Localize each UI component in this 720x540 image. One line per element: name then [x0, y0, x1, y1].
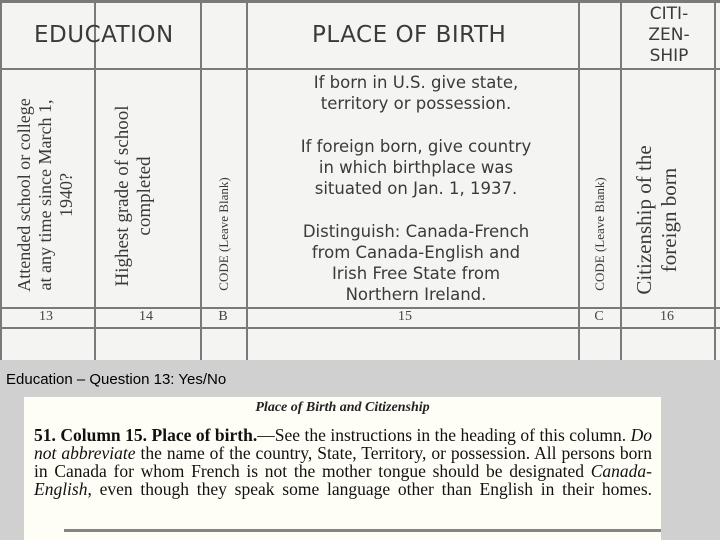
grid-line: [578, 0, 580, 360]
caption-text: Education – Question 13: Yes/No: [6, 371, 227, 388]
education-header: EDUCATION: [34, 22, 174, 48]
column-c-code-label: CODE (Leave Blank): [592, 177, 607, 291]
column-number: 14: [139, 309, 153, 324]
excerpt-title: Place of Birth and Citizenship: [255, 400, 430, 415]
grid-line: [620, 0, 622, 360]
excerpt-paragraph: 51. Column 15. Place of birth.—See the instructions in the heading of this column. Do not abbreviate the name of the country, State, Territory, or possession. All persons born in Canada for whom French is not the mother tongue should be designated Canada-English, even though they speak some language other than English in their homes.: [34, 425, 652, 499]
column-16-label: Citizenship of the foreign born: [632, 145, 681, 295]
instruction-distinguish: Distinguish: Canada-French from Canada-English and Irish Free State from Northern Ireland.: [302, 222, 530, 304]
column-13-label: Attended school or college at any time since March 1, 1940?: [14, 98, 76, 292]
grid-line: [0, 0, 720, 3]
grid-line: [200, 0, 202, 360]
grid-line: [0, 327, 720, 329]
column-number: 16: [660, 309, 674, 324]
place-of-birth-header: PLACE OF BIRTH: [312, 22, 507, 48]
grid-line: [94, 0, 96, 360]
cut-off-next-line: [64, 529, 661, 540]
column-number: 13: [39, 309, 53, 324]
instruction-us-born: If born in U.S. give state, territory or possession.: [313, 73, 519, 113]
column-15-heading: 51. Column 15. Place of birth.: [34, 425, 258, 445]
grid-line: [0, 0, 2, 360]
grid-line: [246, 0, 248, 360]
column-number: C: [594, 309, 604, 324]
column-b-code-label: CODE (Leave Blank): [216, 177, 231, 291]
slide-caption: [0, 357, 720, 397]
column-number: B: [218, 309, 228, 324]
instruction-foreign-born: If foreign born, give country in which birthplace was situated on Jan. 1, 1937.: [300, 137, 532, 198]
column-14-label: Highest grade of school completed: [112, 105, 155, 287]
grid-line: [0, 68, 720, 70]
instructions-excerpt: [24, 397, 661, 540]
column-number: 15: [398, 309, 412, 324]
citizenship-header: CITI- ZEN- SHIP: [648, 4, 690, 66]
grid-line: [714, 0, 716, 360]
